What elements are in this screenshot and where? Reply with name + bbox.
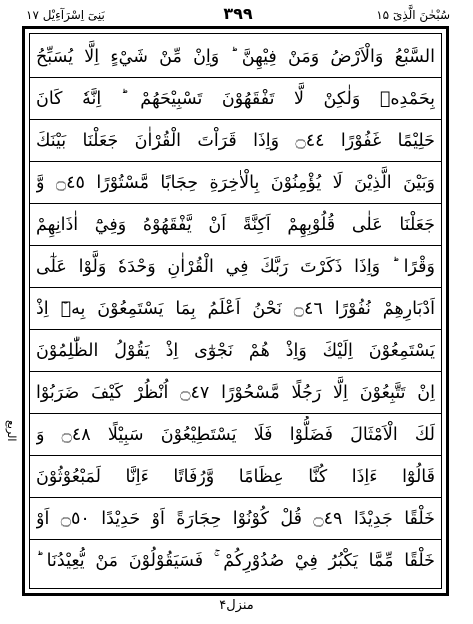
line-rule: [30, 119, 441, 120]
text-line-5: جَعَلْنَا عَلٰى قُلُوْبِهِمْ اَكِنَّةً اَنْ يَّفْقَهُوْهُ وَفِيْٓ اٰذَانِهِمْ: [36, 215, 435, 235]
text-line-6: وَقْرًا ؕ وَاِذَا ذَكَرْتَ رَبَّكَ فِي الْقُرْاٰنِ وَحْدَهٗ وَلَّوْا عَلٰٓى: [36, 257, 435, 277]
line-rule: [30, 539, 441, 540]
page-header: [18, 4, 458, 26]
header-surah-name: بَنِیٓ اِسْرَآءِیْل ۱۷: [26, 8, 105, 22]
line-rule: [30, 329, 441, 330]
margin-rub-marker: الربع: [5, 420, 18, 442]
line-rule: [30, 77, 441, 78]
text-line-11: قَالُوْٓا ءَاِذَا كُنَّا عِظَامًا وَّرُفَاتًا ءَاِنَّا لَمَبْعُوْثُوْنَ: [36, 467, 435, 487]
line-rule: [30, 371, 441, 372]
text-line-10: لَكَ الْاَمْثَالَ فَضَلُّوْا فَلَا يَسْتَطِيْعُوْنَ سَبِيْلًا ۝٤٨ وَ: [36, 425, 435, 445]
text-line-9: اِنْ تَتَّبِعُوْنَ اِلَّا رَجُلًا مَّسْحُوْرًا ۝٤٧ اُنْظُرْ كَيْفَ ضَرَبُوْا: [36, 383, 435, 403]
line-rule: [30, 203, 441, 204]
manzil-footer: منزل۴: [219, 598, 254, 613]
page-number: ۳۹۹: [223, 4, 253, 23]
text-line-13: خَلْقًا مِّمَّا يَكْبُرُ فِيْ صُدُوْرِكُمْ ۚ فَسَيَقُوْلُوْنَ مَنْ يُّعِيْدُنَا ؕ: [36, 551, 435, 571]
text-area: [29, 33, 442, 589]
text-line-1: السَّبْعُ وَالْاَرْضُ وَمَنْ فِيْهِنَّ ؕ وَاِنْ مِّنْ شَيْءٍ اِلَّا يُسَبِّحُ: [36, 47, 435, 67]
line-rule: [30, 497, 441, 498]
line-rule: [30, 455, 441, 456]
text-line-7: اَدْبَارِهِمْ نُفُوْرًا ۝٤٦ نَحْنُ اَعْلَمُ بِمَا يَسْتَمِعُوْنَ بِهٖٓ اِذْ: [36, 299, 435, 319]
page-frame: [22, 26, 449, 596]
text-line-8: يَسْتَمِعُوْنَ اِلَيْكَ وَاِذْ هُمْ نَجْوٰٓى اِذْ يَقُوْلُ الظّٰلِمُوْنَ: [36, 341, 435, 361]
line-rule: [30, 161, 441, 162]
header-juz-name: سُبْحٰنَ الَّذِیٓ ۱۵: [376, 8, 450, 22]
text-line-12: خَلْقًا جَدِيْدًا ۝٤٩ قُلْ كُوْنُوْا حِجَارَةً اَوْ حَدِيْدًا ۝٥٠ اَوْ: [36, 509, 435, 529]
line-rule: [30, 245, 441, 246]
text-line-4: وَبَيْنَ الَّذِيْنَ لَا يُؤْمِنُوْنَ بِالْاٰخِرَةِ حِجَابًا مَّسْتُوْرًا ۝٤٥ وَّ: [36, 173, 435, 193]
line-rule: [30, 287, 441, 288]
text-line-3: حَلِيْمًا غَفُوْرًا ۝٤٤ وَاِذَا قَرَاْتَ الْقُرْاٰنَ جَعَلْنَا بَيْنَكَ: [36, 131, 435, 151]
line-rule: [30, 413, 441, 414]
text-line-2: بِحَمْدِهٖ وَلٰكِنْ لَّا تَفْقَهُوْنَ تَسْبِيْحَهُمْ ؕ اِنَّهٗ كَانَ: [36, 89, 435, 109]
